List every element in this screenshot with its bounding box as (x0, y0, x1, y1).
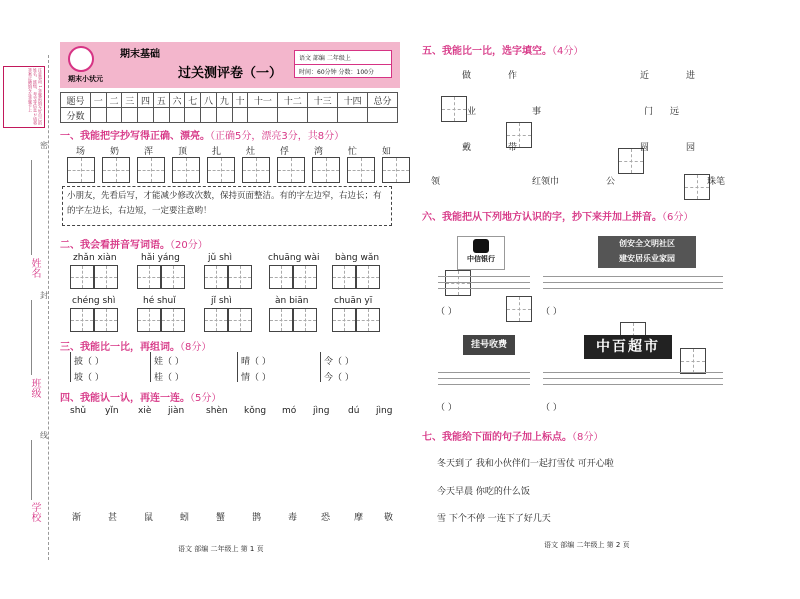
blank-suffix: 事 (532, 107, 542, 117)
score-cell: 三 (122, 93, 138, 108)
pinyin-paren[interactable]: （ ） (436, 307, 457, 317)
school-label: 学校 (29, 502, 40, 522)
footer-page-1: 语文 部编 二年级上 第 1 页 (178, 545, 264, 553)
copy-char: 奶 (109, 147, 119, 157)
brand-logo-icon (68, 46, 94, 72)
match-pinyin[interactable]: yǐn (105, 406, 119, 416)
answer-grid[interactable] (204, 308, 252, 332)
q6-heading: 六、我能把从下列地方认识的字，抄下来并加上拼音。（6分） (422, 212, 694, 223)
compare-item[interactable]: 今（ ） (324, 373, 354, 383)
writing-box[interactable] (277, 157, 305, 183)
score-entry[interactable] (201, 108, 217, 123)
q7-heading: 七、我能给下面的句子加上标点。（8分） (422, 432, 604, 443)
compare-item[interactable]: 晴（ ） (241, 357, 271, 367)
blank-suffix: 门 (644, 107, 654, 117)
match-char[interactable]: 蟹 (216, 513, 226, 523)
q5-option: 带 (508, 143, 518, 153)
q1-chars (67, 144, 400, 157)
q5-option: 圆 (640, 143, 650, 153)
answer-grid[interactable] (332, 265, 380, 289)
writing-box[interactable] (67, 157, 95, 183)
score-entry[interactable] (368, 108, 398, 123)
copy-char: 湾 (313, 147, 323, 157)
pinyin-paren[interactable]: （ ） (541, 403, 562, 413)
sentence-3: 雪 下个不停 一连下了好几天 (437, 514, 551, 524)
q5-option: 做 (462, 71, 472, 81)
q5-option: 进 (686, 71, 696, 81)
score-entry[interactable] (185, 108, 201, 123)
match-pinyin[interactable]: mó (282, 406, 297, 416)
blank-prefix: 公 (606, 177, 616, 187)
score-cell: 一 (90, 93, 106, 108)
answer-grid[interactable] (269, 265, 317, 289)
seal-mark-1: 密 (40, 141, 48, 150)
copy-char: 忙 (347, 147, 357, 157)
score-cell: 十 (232, 93, 248, 108)
q5-option: 戴 (462, 143, 472, 153)
score-cell: 题号 (61, 93, 91, 108)
writing-box[interactable] (207, 157, 235, 183)
blank-suffix: 珠笔 (707, 177, 726, 187)
match-pinyin[interactable]: jìng (376, 406, 393, 416)
score-cell: 十二 (278, 93, 308, 108)
score-entry[interactable] (90, 108, 106, 123)
compare-item[interactable]: 令（ ） (324, 357, 354, 367)
pinyin-prompt: zhǎn xiàn (73, 253, 117, 263)
pinyin-prompt: jǔ shì (208, 253, 232, 263)
score-entry[interactable] (153, 108, 169, 123)
pinyin-prompt: chuāng wài (268, 253, 320, 263)
page-title: 过关测评卷（一） (178, 66, 283, 81)
score-cell: 八 (201, 93, 217, 108)
seal-mark-3: 线 (40, 431, 48, 440)
sign-registration: 挂号收费 (463, 335, 515, 355)
writing-box[interactable] (137, 157, 165, 183)
match-char[interactable]: 恐 (321, 513, 331, 523)
answer-lines[interactable] (438, 372, 530, 390)
blank-box[interactable] (680, 348, 706, 374)
series-label: 期末基础 (120, 49, 160, 60)
answer-lines[interactable] (438, 276, 530, 294)
copy-char: 灶 (245, 147, 255, 157)
blank-prefix: 远 (670, 107, 680, 117)
copy-char: 俘 (279, 147, 289, 157)
compare-item[interactable]: 情（ ） (241, 373, 271, 383)
pinyin-paren[interactable]: （ ） (541, 307, 562, 317)
sign-community-line2: 建安居乐业家园 (619, 254, 675, 263)
writing-box[interactable] (347, 157, 375, 183)
sign-community-line1: 创安全文明社区 (619, 239, 675, 248)
brand-label: 期末小状元 (68, 75, 103, 83)
pinyin-prompt: hé shuǐ (143, 296, 176, 306)
class-line[interactable] (31, 300, 32, 375)
name-line[interactable] (31, 160, 32, 255)
score-cell: 四 (138, 93, 154, 108)
score-cell: 十一 (248, 93, 278, 108)
info-box (294, 50, 392, 78)
match-char[interactable]: 摩 (354, 513, 364, 523)
score-entry[interactable] (169, 108, 185, 123)
score-entry[interactable] (308, 108, 338, 123)
match-char[interactable]: 甚 (108, 513, 118, 523)
exam-header (60, 42, 400, 88)
binding-line (48, 55, 49, 560)
q5-heading: 五、我能比一比，选字填空。（4分） (422, 46, 584, 57)
copy-char: 场 (75, 147, 85, 157)
writing-box[interactable] (172, 157, 200, 183)
subject-line: 语文 部编 二年级上 (295, 51, 391, 65)
q1-writing-grid (67, 157, 410, 183)
class-label: 班级 (29, 378, 40, 398)
pinyin-prompt: jǐ shì (211, 296, 232, 306)
answer-lines[interactable] (543, 276, 723, 294)
sign-bank (457, 236, 505, 270)
score-entry[interactable] (248, 108, 278, 123)
match-char[interactable]: 渐 (72, 513, 82, 523)
score-cell: 九 (216, 93, 232, 108)
q2-heading: 二、我会看拼音写词语。（20分） (60, 240, 208, 251)
q5-option: 近 (640, 71, 650, 81)
answer-grid[interactable] (70, 308, 118, 332)
match-pinyin[interactable]: jiàn (168, 406, 185, 416)
score-entry[interactable] (122, 108, 138, 123)
match-pinyin[interactable]: shèn (206, 406, 228, 416)
pinyin-prompt: chéng shì (72, 296, 116, 306)
copy-char: 顶 (177, 147, 187, 157)
score-cell: 六 (169, 93, 185, 108)
writing-box[interactable] (382, 157, 410, 183)
score-entry[interactable] (278, 108, 308, 123)
score-cell: 十三 (308, 93, 338, 108)
compare-item[interactable]: 桂（ ） (154, 373, 184, 383)
compare-item[interactable]: 披（ ） (74, 357, 104, 367)
pinyin-prompt: àn biān (275, 296, 309, 306)
match-pinyin[interactable]: jìng (313, 406, 330, 416)
pinyin-prompt: chuān yī (334, 296, 373, 306)
school-line[interactable] (31, 440, 32, 500)
notice-box: 注意事项 1.答题前填写好自己的姓名、班级、考号等信息 2.请将答案正确填写在答题卡上 (3, 66, 45, 128)
bank-logo-icon (473, 239, 489, 253)
blank-suffix: 红领巾 (532, 177, 560, 187)
q5-option: 园 (686, 143, 696, 153)
score-row-label: 分数 (61, 108, 91, 123)
score-cell: 二 (106, 93, 122, 108)
match-char[interactable]: 敬 (384, 513, 394, 523)
q3-heading: 三、我能比一比，再组词。（8分） (60, 342, 212, 353)
seal-mark-2: 封 (40, 291, 48, 300)
sign-community (598, 236, 696, 268)
answer-grid[interactable] (70, 265, 118, 289)
blank-suffix: 业 (467, 107, 477, 117)
q1-heading: 一、我能把字抄写得正确、漂亮。（正确5分，漂亮3分，共8分） (60, 131, 345, 142)
writing-box[interactable] (102, 157, 130, 183)
match-char[interactable]: 蚓 (180, 513, 190, 523)
score-value-row (61, 108, 398, 123)
q3-compare (60, 352, 400, 384)
answer-grid[interactable] (137, 308, 185, 332)
time-line: 时间：60分钟 分数：100分 (299, 69, 374, 76)
footer-page-2: 语文 部编 二年级上 第 2 页 (544, 541, 630, 549)
match-char[interactable]: 毒 (288, 513, 298, 523)
q4-heading: 四、我能认一认，再连一连。（5分） (60, 393, 222, 404)
match-pinyin[interactable]: xiè (138, 406, 152, 416)
blank-box[interactable] (506, 296, 532, 322)
sign-supermarket: 中百超市 (584, 335, 672, 359)
writing-box[interactable] (242, 157, 270, 183)
blank-prefix: 领 (431, 177, 441, 187)
name-label: 姓名 (29, 258, 40, 278)
sign-bank-text: 中信银行 (467, 255, 495, 263)
pinyin-prompt: bàng wǎn (335, 253, 380, 263)
answer-lines[interactable] (543, 372, 723, 390)
writing-box[interactable] (312, 157, 340, 183)
answer-grid[interactable] (332, 308, 380, 332)
score-entry[interactable] (106, 108, 122, 123)
copy-char: 扎 (211, 147, 221, 157)
answer-grid[interactable] (269, 308, 317, 332)
score-cell: 十四 (338, 93, 368, 108)
match-pinyin[interactable]: kǒng (244, 406, 267, 416)
match-char[interactable]: 鹊 (252, 513, 262, 523)
pinyin-prompt: hǎi yáng (141, 253, 180, 263)
score-entry[interactable] (338, 108, 368, 123)
answer-grid[interactable] (204, 265, 252, 289)
pinyin-paren[interactable]: （ ） (436, 403, 457, 413)
score-cell: 七 (185, 93, 201, 108)
copy-char: 浑 (143, 147, 153, 157)
sentence-1: 冬天到了 我和小伙伴们一起打雪仗 可开心啦 (437, 459, 614, 469)
copy-char: 如 (381, 147, 391, 157)
match-pinyin[interactable]: dú (348, 406, 360, 416)
sentence-2: 今天早晨 你吃的什么饭 (437, 487, 530, 497)
score-entry[interactable] (232, 108, 248, 123)
match-char[interactable]: 鼠 (144, 513, 154, 523)
blank-box[interactable] (441, 96, 467, 122)
score-entry[interactable] (138, 108, 154, 123)
score-header-row (61, 93, 398, 108)
compare-item[interactable]: 娃（ ） (154, 357, 184, 367)
score-cell: 总分 (368, 93, 398, 108)
score-table (60, 92, 398, 123)
match-pinyin[interactable]: shǔ (70, 406, 87, 416)
score-entry[interactable] (216, 108, 232, 123)
q1-tip-box: 小朋友，先看后写，才能减少修改次数，保持页面整洁。有的字左边窄，右边长；有的字左边长，右边短，一定要注意哟！ (62, 186, 392, 226)
compare-item[interactable]: 坡（ ） (74, 373, 104, 383)
score-cell: 五 (153, 93, 169, 108)
q5-option: 作 (508, 71, 518, 81)
answer-grid[interactable] (137, 265, 185, 289)
